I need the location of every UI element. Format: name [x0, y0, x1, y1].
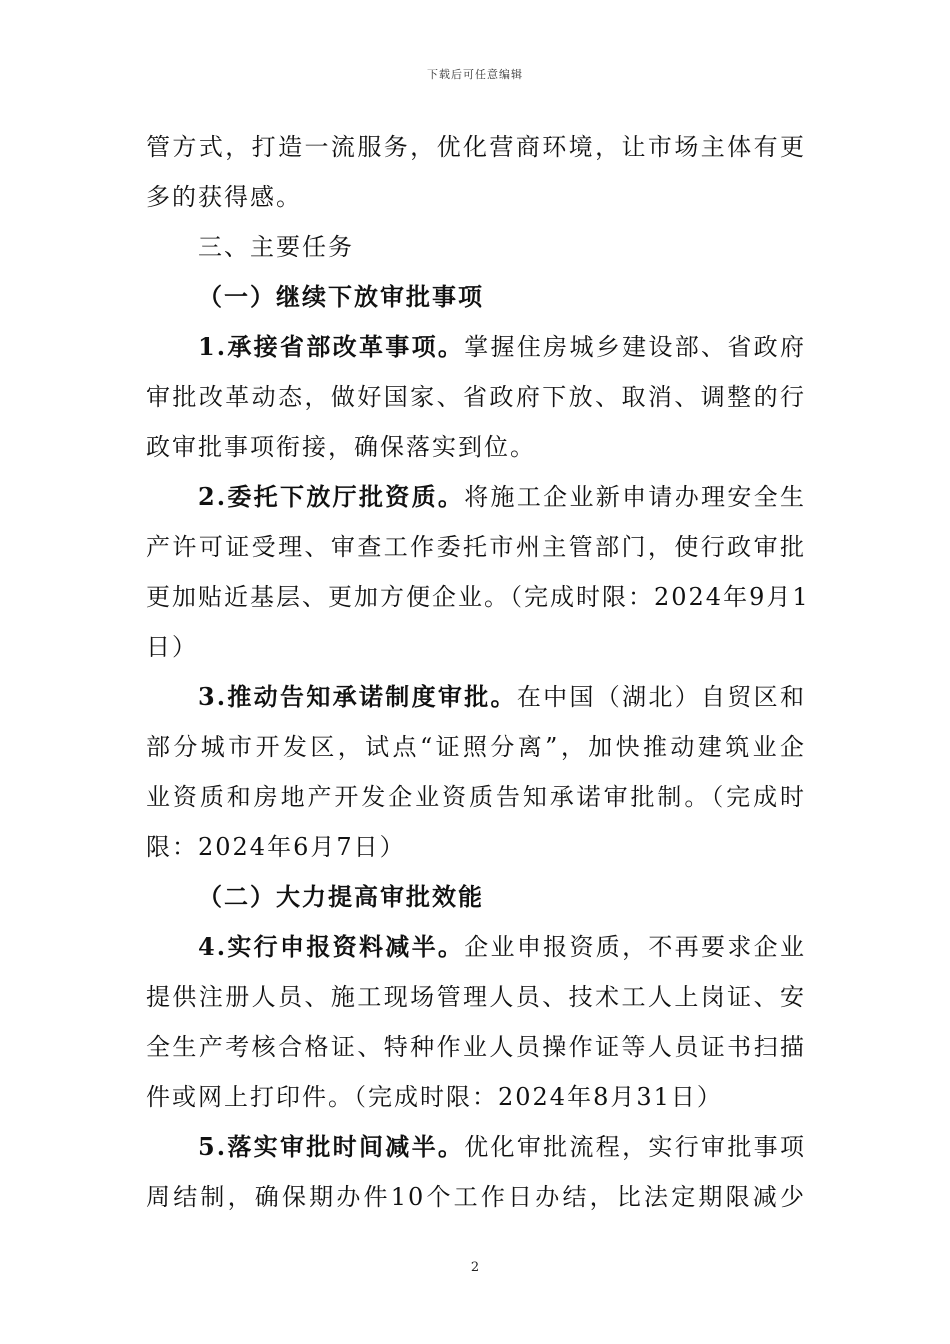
task-line [146, 322, 806, 372]
paragraph-line: 限：2024年6月7日） [146, 833, 406, 861]
paragraph-line: 件或网上打印件。（完成时限：2024年8月31日） [146, 1083, 723, 1111]
paragraph-line: 业资质和房地产开发企业资质告知承诺审批制。（完成时 [146, 783, 806, 811]
paragraph-line: 多的获得感。 [146, 183, 302, 211]
task-title: 4.实行申报资料减半。 [198, 932, 465, 961]
paragraph-line: 周结制，确保期办件10个工作日办结，比法定期限减少 [146, 1183, 806, 1211]
paragraph-line: 全生产考核合格证、特种作业人员操作证等人员证书扫描 [146, 1033, 806, 1061]
task-line [146, 1122, 806, 1172]
paragraph-line: 政审批事项衔接，确保落实到位。 [146, 433, 536, 461]
task-text: 将施工企业新申请办理安全生 [464, 483, 807, 511]
paragraph-line: 管方式，打造一流服务，优化营商环境，让市场主体有更 [146, 133, 806, 161]
task-title: 1.承接省部改革事项。 [198, 332, 465, 361]
paragraph-line: 日） [146, 633, 198, 661]
task-title: 2.委托下放厅批资质。 [198, 482, 465, 511]
task-text: 掌握住房城乡建设部、省政府 [464, 333, 807, 361]
page-number: 2 [470, 1260, 480, 1275]
task-text: 企业申报资质，不再要求企业 [464, 933, 807, 961]
subsection-heading: （一）继续下放审批事项 [198, 282, 484, 311]
section-heading: 三、主要任务 [198, 233, 354, 261]
paragraph-line: 审批改革动态，做好国家、省政府下放、取消、调整的行 [146, 383, 806, 411]
task-title: 3.推动告知承诺制度审批。 [198, 682, 517, 711]
paragraph-line: 更加贴近基层、更加方便企业。（完成时限：2024年9月1 [146, 583, 810, 611]
document-body [146, 122, 810, 1222]
paragraph-line: 提供注册人员、施工现场管理人员、技术工人上岗证、安 [146, 983, 806, 1011]
header-note: 下载后可任意编辑 [427, 68, 523, 81]
task-text: 优化审批流程，实行审批事项 [464, 1133, 807, 1161]
task-title: 5.落实审批时间减半。 [198, 1132, 465, 1161]
paragraph-line: 产许可证受理、审查工作委托市州主管部门，使行政审批 [146, 533, 806, 561]
task-line [146, 472, 806, 522]
task-line [146, 672, 806, 722]
subsection-heading: （二）大力提高审批效能 [198, 882, 484, 911]
task-text: 在中国（湖北）自贸区和 [516, 683, 806, 711]
paragraph-line: 部分城市开发区，试点“证照分离”，加快推动建筑业企 [146, 733, 806, 761]
task-line [146, 922, 806, 972]
